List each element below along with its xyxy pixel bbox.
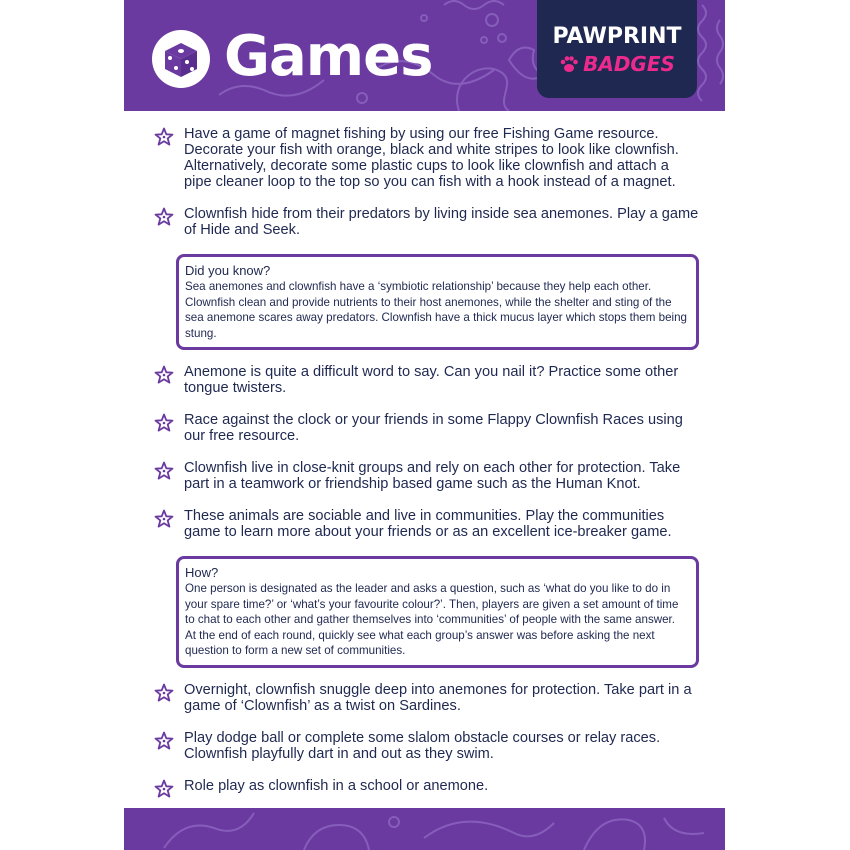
list-item (154, 364, 699, 396)
list-item-text: Have a game of magnet fishing by using our free Fishing Game resource. Decorate your fish with orange, black and white stripes to look like clownfish. Alternatively, decorate some plastic cups to look like clownfish and attach a pipe cleaner loop to the top so you can fish with a hook instead of a magnet. (184, 126, 679, 190)
starfish-icon (154, 413, 174, 433)
did-you-know-box (176, 254, 699, 350)
list-item (154, 206, 699, 238)
paw-icon (559, 54, 579, 74)
page-title: Games (224, 24, 433, 89)
list-item (154, 412, 699, 444)
how-body: One person is designated as the leader and asks a question, such as ‘what do you like to do in your spare time?’ or ‘what’s your favourite colour?’. Then, players are given a set amount of time to chat to each other and gather themselves into ‘communities’ of people with the same answer. At the end of each round, quickly see what each group’s answer was before asking the next question to form a new set of communities. (185, 582, 679, 657)
activity-list (154, 126, 699, 842)
starfish-icon (154, 127, 174, 147)
list-item-text: Clownfish hide from their predators by living inside sea anemones. Play a game of Hide and Seek. (184, 206, 699, 238)
logo-line-1: PAWPRINT (552, 24, 682, 49)
starfish-icon (154, 683, 174, 703)
list-item (154, 778, 699, 794)
starfish-icon (154, 509, 174, 529)
starfish-icon (154, 731, 174, 751)
list-item-text: Clownfish live in close-knit groups and rely on each other for protection. Take part in a teamwork or friendship based game such as the Human Knot. (184, 460, 681, 492)
activity-sheet (124, 0, 725, 850)
list-item-text: Anemone is quite a difficult word to say. Can you nail it? Practice some other tongue twisters. (184, 364, 679, 396)
starfish-icon (154, 779, 174, 799)
list-item (154, 508, 699, 540)
how-title: How? (185, 565, 219, 580)
list-item (154, 460, 699, 492)
footer-banner (124, 808, 725, 850)
header-banner (124, 0, 725, 111)
list-item-text: Role play as clownfish in a school or anemone. (184, 777, 489, 794)
starfish-icon (154, 365, 174, 385)
list-item (154, 126, 699, 190)
list-item (154, 682, 699, 714)
dice-icon (152, 30, 210, 88)
logo-line-2: BADGES (583, 52, 675, 76)
did-you-know-title: Did you know? (185, 263, 271, 278)
dice-badge (152, 30, 210, 88)
pawprint-badges-logo (537, 0, 697, 98)
footer-decoration (124, 808, 725, 850)
list-item-text: Overnight, clownfish snuggle deep into anemones for protection. Take part in a game of ‘Clownfish’ as a twist on Sardines. (184, 681, 692, 714)
list-item (154, 730, 699, 762)
how-box (176, 556, 699, 668)
list-item-text: Race against the clock or your friends in some Flappy Clownfish Races using our free resource. (184, 412, 683, 444)
starfish-icon (154, 207, 174, 227)
list-item-text: These animals are sociable and live in communities. Play the communities game to learn more about your friends or as an excellent ice-breaker game. (184, 508, 672, 540)
did-you-know-body: Sea anemones and clownfish have a ‘symbiotic relationship’ because they help each other. Clownfish clean and provide nutrients to their host anemones, while the shelter and sting of the sea anemone scares away predators. Clownfish have a thick mucus layer which stops them being stung. (185, 280, 688, 340)
starfish-icon (154, 461, 174, 481)
list-item-text: Play dodge ball or complete some slalom obstacle courses or relay races. Clownfish playfully dart in and out as they swim. (184, 729, 661, 762)
